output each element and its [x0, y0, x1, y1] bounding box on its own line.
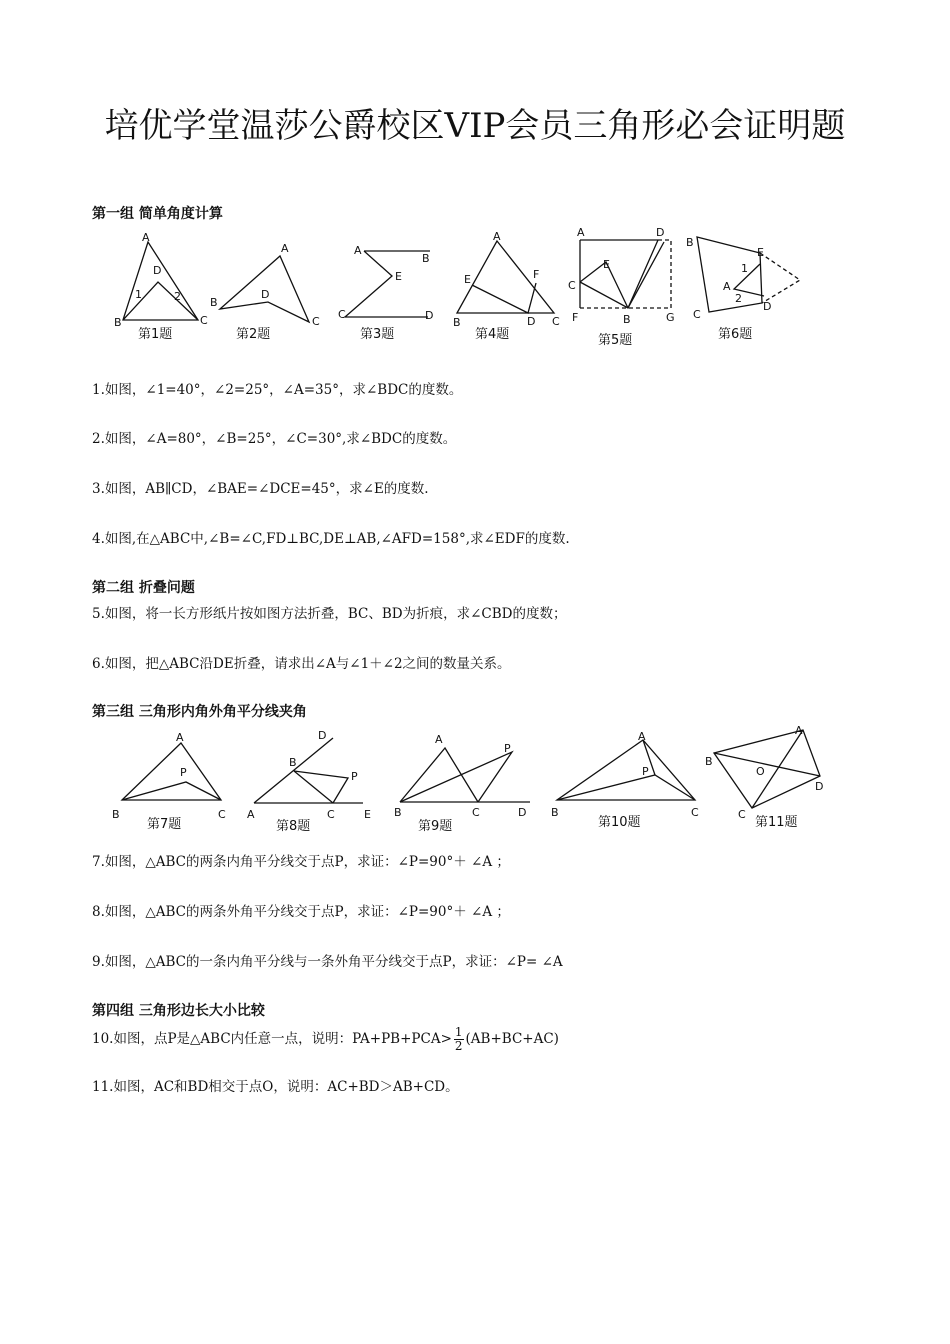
svg-text:C: C [327, 808, 335, 821]
figure-9-caption: 第9题 [418, 819, 453, 834]
svg-text:C: C [552, 315, 560, 328]
group-3-heading: 第三组 三角形内角外角平分线夹角 [92, 704, 307, 720]
figure-4 [453, 230, 560, 342]
question-1: 1.如图，∠1=40°，∠2=25°，∠A=35°，求∠BDC的度数。 [92, 382, 463, 398]
svg-text:A: A [354, 244, 362, 257]
svg-text:B: B [289, 756, 297, 769]
svg-text:A: A [176, 731, 184, 744]
question-4: 4.如图,在△ABC中,∠B=∠C,FD⊥BC,DE⊥AB,∠AFD=158°,求∠EDF的度数. [92, 531, 570, 547]
svg-text:C: C [693, 308, 701, 321]
svg-text:E: E [603, 258, 610, 271]
group-4-heading: 第四组 三角形边长大小比较 [92, 1003, 265, 1019]
svg-text:E: E [757, 246, 764, 259]
svg-text:C: C [338, 308, 346, 321]
svg-text:B: B [453, 316, 461, 329]
question-6: 6.如图，把△ABC沿DE折叠，请求出∠A与∠1＋∠2之间的数量关系。 [92, 656, 511, 672]
figure-1 [114, 231, 208, 342]
svg-text:A: A [142, 231, 150, 244]
one-half-fraction [454, 1026, 464, 1053]
svg-text:E: E [364, 808, 371, 821]
svg-text:C: C [312, 315, 320, 328]
svg-text:E: E [464, 273, 471, 286]
svg-text:F: F [533, 268, 540, 281]
svg-text:C: C [568, 279, 576, 292]
svg-text:B: B [112, 808, 120, 821]
question-2: 2.如图，∠A=80°，∠B=25°，∠C=30°,求∠BDC的度数。 [92, 431, 457, 447]
svg-text:C: C [691, 806, 699, 819]
page-title: 培优学堂温莎公爵校区VIP会员三角形必会证明题 [104, 106, 846, 146]
figure-3-caption: 第3题 [360, 327, 395, 342]
svg-text:D: D [518, 806, 527, 819]
svg-text:E: E [395, 270, 402, 283]
svg-text:C: C [738, 808, 746, 821]
figure-10 [551, 730, 699, 830]
figure-6-caption: 第6题 [718, 327, 753, 342]
svg-text:B: B [623, 313, 631, 326]
question-5: 5.如图，将一长方形纸片按如图方法折叠，BC、BD为折痕，求∠CBD的度数； [92, 606, 567, 622]
svg-text:C: C [200, 314, 208, 327]
svg-text:D: D [527, 315, 536, 328]
svg-text:D: D [815, 780, 824, 793]
fraction-numerator: 1 [454, 1025, 463, 1039]
svg-text:P: P [180, 766, 187, 779]
svg-text:B: B [114, 316, 122, 329]
svg-text:D: D [318, 729, 327, 742]
svg-text:1: 1 [135, 288, 142, 301]
svg-text:D: D [763, 300, 772, 313]
svg-text:P: P [642, 765, 649, 778]
svg-text:A: A [281, 242, 289, 255]
svg-text:D: D [153, 264, 162, 277]
figure-10-caption: 第10题 [598, 815, 641, 830]
question-3: 3.如图，AB∥CD，∠BAE=∠DCE=45°，求∠E的度数. [92, 481, 429, 497]
svg-text:O: O [756, 765, 765, 778]
figure-2-caption: 第2题 [236, 327, 271, 342]
question-9: 9.如图，△ABC的一条内角平分线与一条外角平分线交于点P，求证：∠P= ∠A [92, 954, 563, 970]
svg-text:A: A [247, 808, 255, 821]
svg-text:B: B [422, 252, 430, 265]
figure-4-caption: 第4题 [475, 327, 510, 342]
question-11: 11.如图，AC和BD相交于点O，说明：AC+BD＞AB+CD。 [92, 1079, 459, 1095]
svg-text:F: F [572, 311, 579, 324]
svg-text:2: 2 [735, 292, 742, 305]
svg-text:A: A [493, 230, 501, 243]
svg-text:2: 2 [174, 290, 181, 303]
svg-text:A: A [723, 280, 731, 293]
svg-text:A: A [795, 724, 803, 737]
svg-text:C: C [472, 806, 480, 819]
figure-11 [705, 724, 823, 830]
figure-1-caption: 第1题 [138, 327, 173, 342]
figure-8-caption: 第8题 [276, 819, 311, 834]
group-2-heading: 第二组 折叠问题 [92, 580, 195, 596]
svg-text:A: A [577, 226, 585, 239]
group-1-heading: 第一组 简单角度计算 [92, 206, 223, 222]
question-10-tail: (AB+BC+AC) [465, 1031, 559, 1047]
svg-text:B: B [705, 755, 713, 768]
svg-text:B: B [210, 296, 218, 309]
figure-5-caption: 第5题 [598, 333, 633, 348]
svg-text:B: B [686, 236, 694, 249]
fraction-denominator: 2 [454, 1039, 463, 1053]
figure-2 [210, 242, 320, 342]
svg-text:D: D [261, 288, 270, 301]
svg-text:B: B [551, 806, 559, 819]
svg-text:D: D [425, 309, 434, 322]
figure-6 [686, 236, 800, 342]
svg-text:A: A [435, 733, 443, 746]
svg-text:D: D [656, 226, 665, 239]
figure-8 [247, 729, 371, 834]
question-10 [92, 1026, 559, 1053]
question-7: 7.如图，△ABC的两条内角平分线交于点P，求证：∠P=90°＋ ∠A ； [92, 854, 510, 870]
figure-7 [112, 731, 226, 832]
question-10-text: 10.如图，点P是△ABC内任意一点，说明：PA+PB+PCA> [92, 1031, 452, 1047]
figure-3 [338, 244, 433, 342]
question-8: 8.如图，△ABC的两条外角平分线交于点P，求证：∠P=90°＋ ∠A ； [92, 904, 510, 920]
figure-5 [568, 226, 675, 348]
svg-text:P: P [351, 770, 358, 783]
svg-text:G: G [666, 311, 675, 324]
svg-text:B: B [394, 806, 402, 819]
svg-text:P: P [504, 742, 511, 755]
figure-9 [394, 733, 530, 834]
figure-11-caption: 第11题 [755, 815, 798, 830]
figure-7-caption: 第7题 [147, 817, 182, 832]
svg-text:1: 1 [741, 262, 748, 275]
svg-text:C: C [218, 808, 226, 821]
svg-text:A: A [638, 730, 646, 743]
